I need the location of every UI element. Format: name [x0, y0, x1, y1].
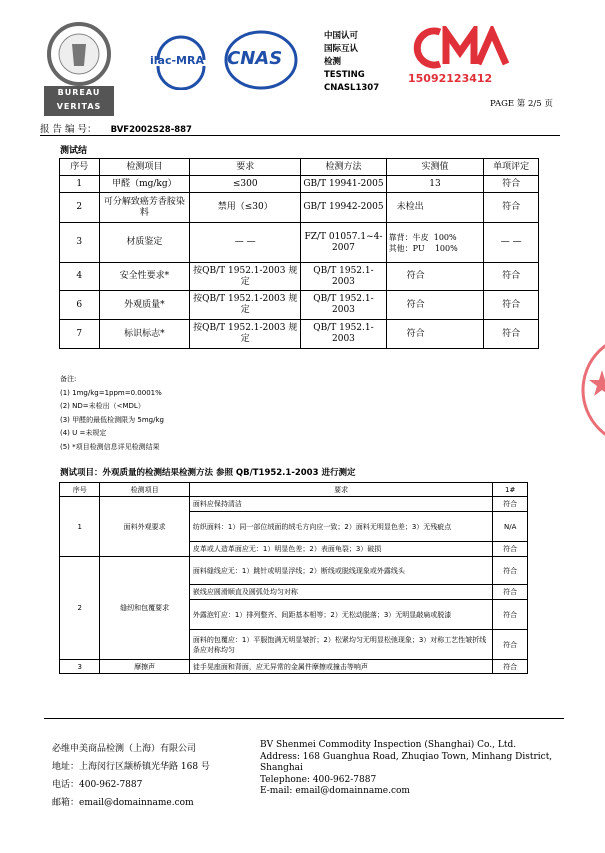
table-header-row: 序号 检测项目 要求 1# [60, 483, 528, 497]
section1-title: 测试结 [60, 146, 88, 156]
ilac-mra-logo: ilac-MRA [146, 30, 216, 90]
table-row: 面料的包覆应：1）平服饱满无明显皱折；2）松紧均匀无明显松弛现象；3）对称工艺性皱折线条应对称均匀 符合 [60, 630, 528, 660]
table-row: 1 面料外观要求 面料应保持清洁 符合 [60, 497, 528, 512]
accreditation-text: 中国认可 国际互认 检测 TESTING CNASL1307 [324, 31, 380, 93]
cma-logo [412, 26, 512, 70]
report-number: 报 告 编 号： BVF2002S28-887 [40, 124, 192, 135]
table-row: 3 材质鉴定 — — FZ/T 01057.1~4-2007 靠背：牛皮 100% 其他：PU 100% — — [60, 223, 539, 263]
table-row: 2 缝纫和包覆要求 面料缝线应无：1）跳针或明显浮线；2）断线或脱线现象或外露线头 符合 [60, 557, 528, 585]
footer-divider [44, 718, 564, 719]
bureau-veritas-logo: BUREAU VERITAS [44, 22, 114, 118]
table-row: 7 标识标志* 按QB/T 1952.1-2003 规定 QB/T 1952.1-2003 符合 符合 [60, 320, 539, 349]
footer-chinese: 必维申美商品检测（上海）有限公司 地址：上海闵行区颛桥镇光华路 168 号 电话：400-962-7887 邮箱：email@domainname.com [52, 744, 210, 808]
table-row: 皮革或人造革面应无：1）明显色差；2）表面龟裂；3）破损 符合 [60, 542, 528, 557]
notes: 备注: (1) 1mg/kg=1ppm=0.0001% (2) ND=未检出（<MDL） (3) 甲醛的最低检测限为 5mg/kg (4) U =未规定 (5) *项目检测信息详见检测结果 [60, 375, 164, 451]
table-row: 嵌线应圆滑顺直及圆弧处均匀对称 符合 [60, 585, 528, 600]
table-row: 4 安全性要求* 按QB/T 1952.1-2003 规定 QB/T 1952.1-2003 符合 符合 [60, 263, 539, 291]
table-header-row: 序号 检测项目 要求 检测方法 实测值 单项评定 [60, 159, 539, 176]
results-table [59, 158, 539, 349]
page-number: PAGE 第 2/5 页 [490, 99, 553, 109]
table-row: 外露泡钉应：1）排列整齐、间距基本相等；2）无松动脱落；3）无明显敲扁或脱漆 符合 [60, 600, 528, 630]
table-row: 3 摩擦声 徒手晃座面和背面，应无异常的金属件摩擦或撞击等响声 符合 [60, 660, 528, 674]
table-row: 纺织面料：1）同一部位绒面的绒毛方向应一致；2）面料无明显色差；3）无残疵点 N/A [60, 512, 528, 542]
table-row: 6 外观质量* 按QB/T 1952.1-2003 规定 QB/T 1952.1-2003 符合 符合 [60, 291, 539, 320]
cnas-logo: CNAS [222, 28, 300, 92]
seal-stamp-fragment [578, 330, 605, 450]
table-row: 2 可分解致癌芳香胺染料 禁用（≤30） GB/T 19942-2005 未检出 符合 [60, 193, 539, 223]
bv-seal-icon [44, 22, 114, 86]
appearance-table [59, 482, 528, 674]
table-row: 1 甲醛（mg/kg） ≤300 GB/T 19941-2005 13 符合 [60, 176, 539, 193]
header-divider [40, 135, 560, 136]
cma-number: 15092123412 [408, 72, 493, 85]
footer-english: BV Shenmei Commodity Inspection (Shanghai) Co., Ltd. Address: 168 Guanghua Road, Zhuqiao Town, Minhang District, Shanghai Telephone: 400-962-7887 E-mail: email@domainname.com [260, 740, 553, 796]
stamp-icon [578, 330, 605, 450]
section2-title: 测试项目：外观质量的检测结果检测方法 参照 QB/T1952.1-2003 进行测定 [60, 468, 356, 478]
